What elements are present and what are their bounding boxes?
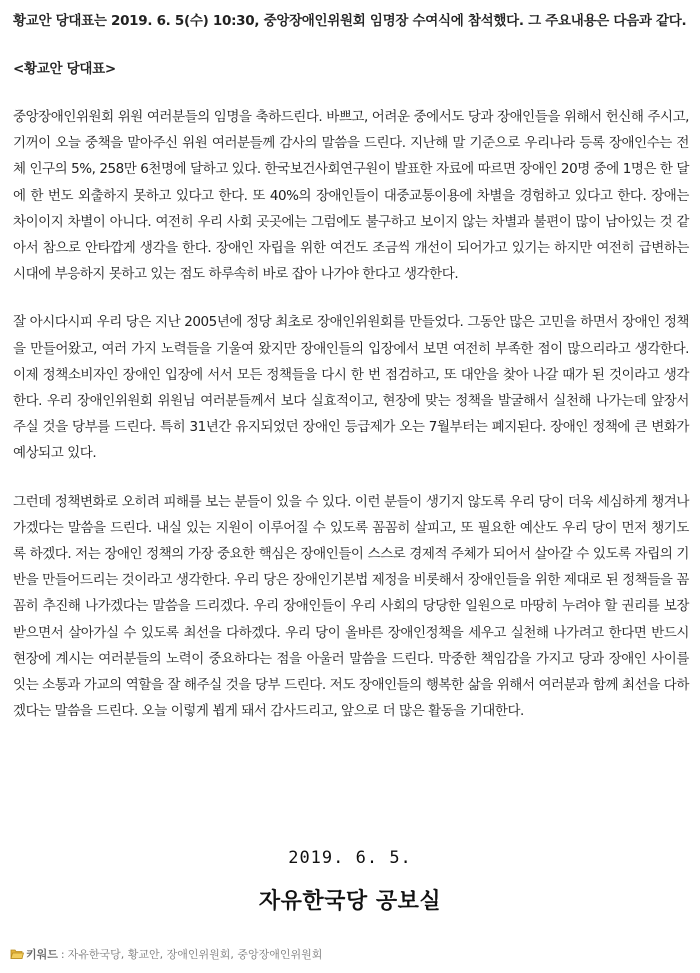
press-release-body — [13, 8, 689, 724]
release-date: 2019. 6. 5. — [288, 848, 412, 868]
keywords-bar — [10, 946, 322, 962]
keywords-values: 자유한국당, 황교안, 장애인위원회, 중앙장애인위원회 — [67, 948, 323, 961]
lead-paragraph: 황교안 당대표는 2019. 6. 5(수) 10:30, 중앙장애인위원회 임명장 수여식에 참석했다. 그 주요내용은 다음과 같다. — [13, 13, 687, 29]
speech-paragraph-2: 잘 아시다시피 우리 당은 지난 2005년에 정당 최초로 장애인위원회를 만들었다. 그동안 많은 고민을 하면서 장애인 정책을 만들어왔고, 여러 가지 노력들을 기울여 왔지만 장애인들의 입장에서 보면 여전히 부족한 점이 많으리라고 생각한다. 이제 정책소비자인 장애인 입장에 서서 모든 정책들을 다시 한 번 점검하고, 또 대안을 찾아 나갈 때가 된 것이라고 생각한다. 우리 장애인위원회 위원님 여러분들께서 보다 실효적이고, 현장에 맞는 정책을 발굴해서 실천해 나가는데 앞장서 주실 것을 당부를 드린다. 특히 31년간 유지되었던 장애인 등급제가 오는 7월부터는 폐지된다. 장애인 정책에 큰 변화가 예상되고 있다. — [13, 314, 689, 462]
speaker-heading: <황교안 당대표> — [13, 61, 116, 77]
speech-paragraph-1: 중앙장애인위원회 위원 여러분들의 임명을 축하드린다. 바쁘고, 어려운 중에서도 당과 장애인들을 위해서 헌신해 주시고, 기꺼이 오늘 중책을 맡아주신 위원 여러분들께 감사의 말씀을 드린다. 지난해 말 기준으로 우리나라 등록 장애인수는 전체 인구의 5%, 258만 6천명에 달하고 있다. 한국보건사회연구원이 발표한 자료에 따르면 장애인 20명 중에 1명은 한 달에 한 번도 외출하지 못하고 있다고 한다. 또 40%의 장애인들이 대중교통이용에 차별을 경험하고 있다고 한다. 장애는 차이이지 차별이 아니다. 여전히 우리 사회 곳곳에는 그럼에도 불구하고 보이지 않는 차별과 불편이 많이 남아있는 것 같아서 참으로 안타깝게 생각을 한다. 장애인 자립을 위한 여건도 조금씩 개선이 되어가고 있기는 하지만 여전히 급변하는 시대에 부응하지 못하고 있는 점도 하루속히 바로 잡아 나가야 한다고 생각한다. — [13, 109, 689, 283]
keywords-separator: : — [60, 947, 65, 961]
folder-icon — [10, 948, 24, 960]
issuing-office: 자유한국당 공보실 — [258, 889, 442, 914]
keywords-label: 키워드 — [26, 948, 58, 961]
speech-paragraph-3: 그런데 정책변화로 오히려 피해를 보는 분들이 있을 수 있다. 이런 분들이 생기지 않도록 우리 당이 더욱 세심하게 챙겨나가겠다는 말씀을 드린다. 내실 있는 지원이 이루어질 수 있도록 꼼꼼히 살피고, 또 필요한 예산도 우리 당이 먼저 챙기도록 하겠다. 저는 장애인 정책의 가장 중요한 핵심은 장애인들이 스스로 경제적 주체가 되어서 살아갈 수 있도록 자립의 기반을 만들어드리는 것이라고 생각한다. 우리 당은 장애인기본법 제정을 비롯해서 장애인들을 위한 제대로 된 정책들을 꼼꼼히 추진해 나가겠다는 말씀을 드리겠다. 우리 장애인들이 우리 사회의 당당한 일원으로 마땅히 누려야 할 권리를 보장 받으면서 살아가실 수 있도록 최선을 다하겠다. 우리 당이 올바른 장애인정책을 세우고 실천해 나가려고 한다면 반드시 현장에 계시는 여러분들의 노력이 중요하다는 점을 아울러 말씀을 드린다. 막중한 책임감을 가지고 당과 장애인 사이를 잇는 소통과 가교의 역할을 잘 해주실 것을 당부 드린다. 저도 장애인들의 행복한 삶을 위해서 여러분과 함께 최선을 다하겠다는 말씀을 드린다. 오늘 이렇게 뵙게 돼서 감사드리고, 앞으로 더 많은 활동을 기대한다. — [13, 493, 689, 720]
